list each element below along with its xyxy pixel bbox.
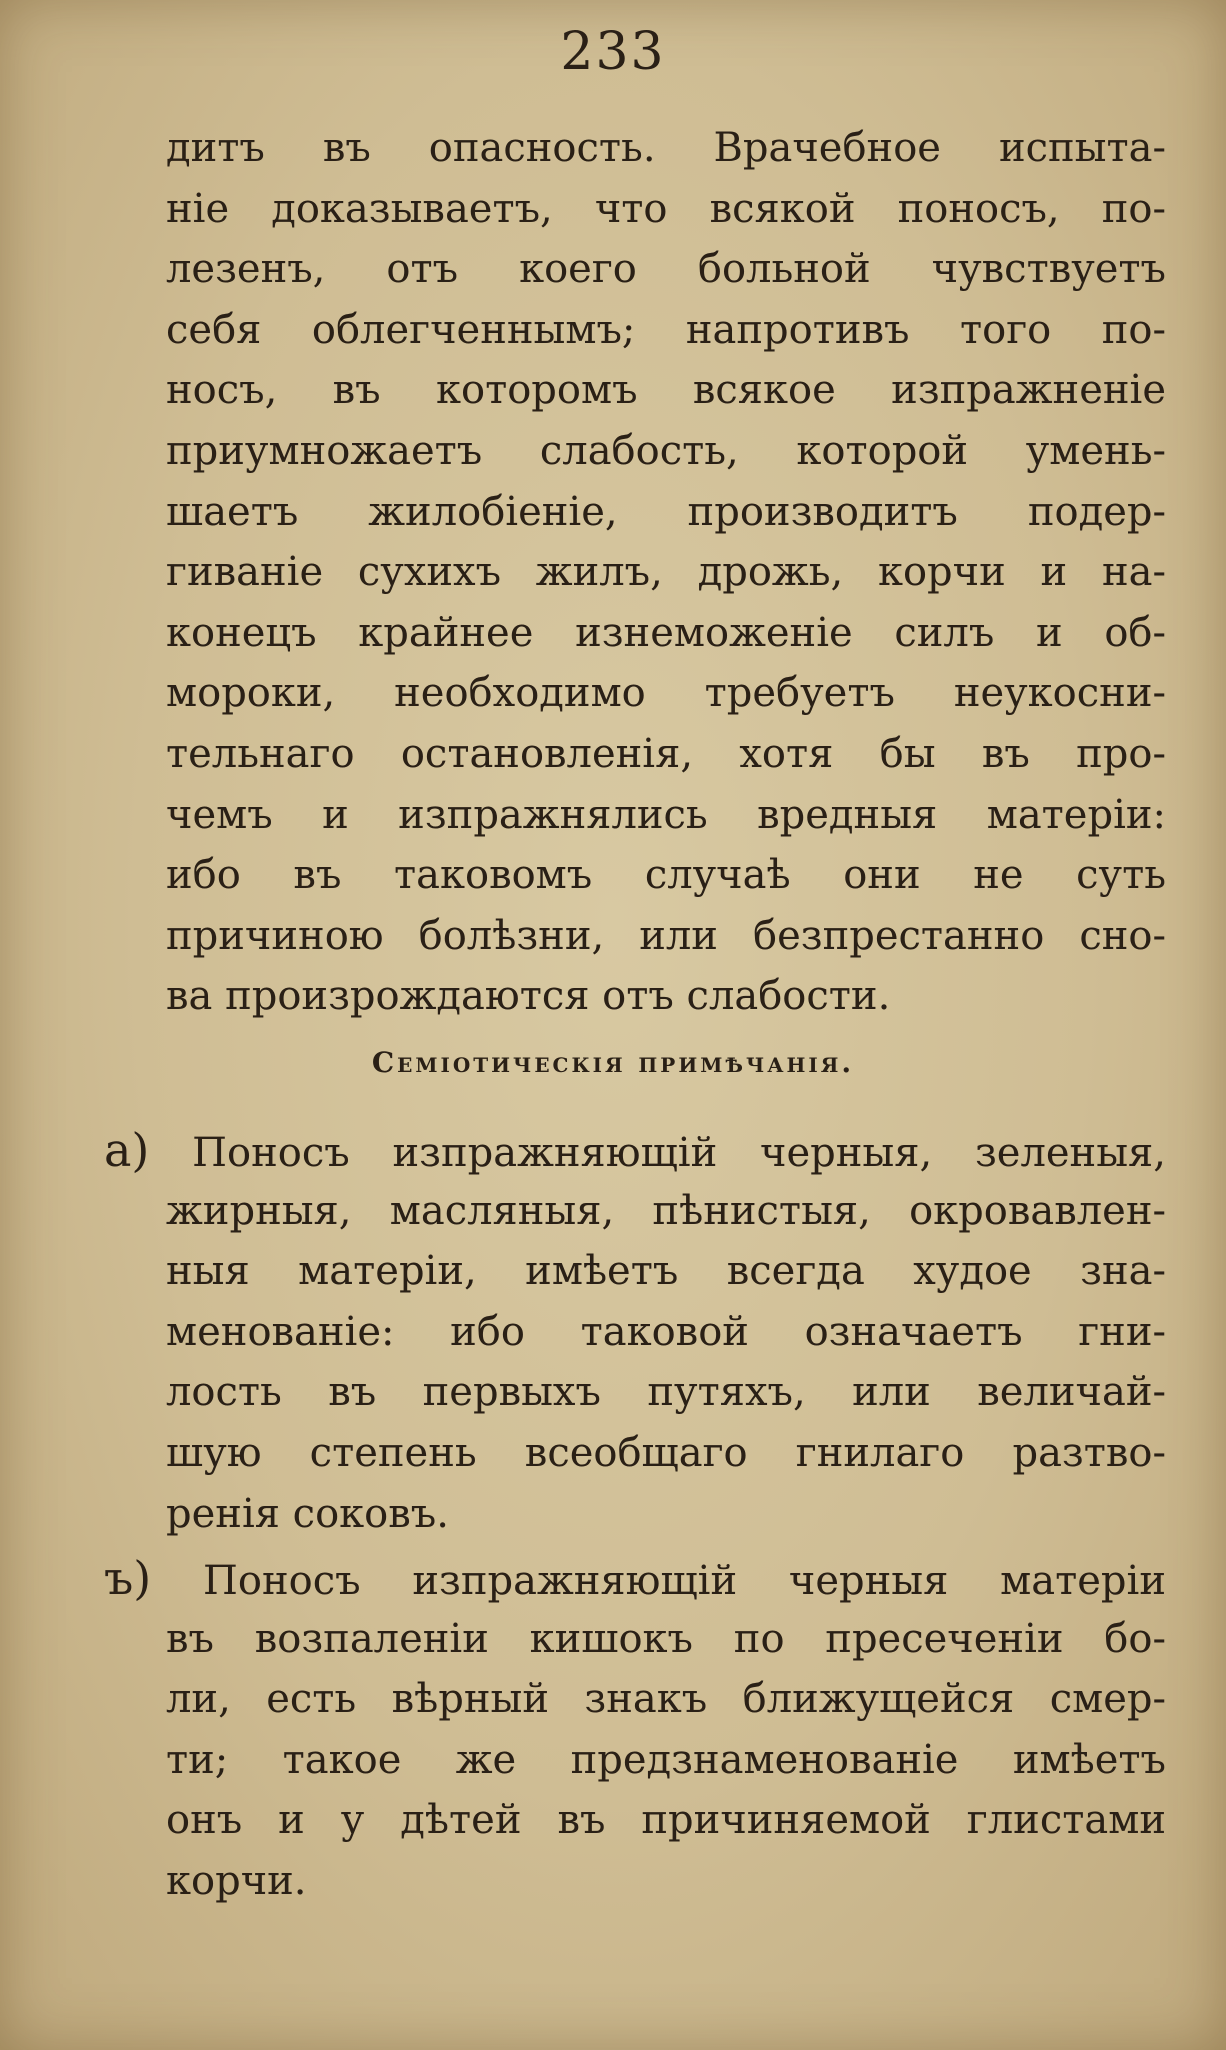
note-first-line (104, 1120, 1166, 1181)
note-first-line (104, 1548, 1166, 1609)
note-a (104, 1120, 1166, 1544)
text-line: шаетъ жилобіеніе, производитъ подер- (166, 488, 1166, 535)
text-line: мороки, необходимо требуетъ неукосни- (166, 670, 1166, 717)
text-line: лезенъ, отъ коего больной чувствуетъ (166, 246, 1166, 293)
text-line: ніе доказываетъ, что всякой поносъ, по- (166, 185, 1166, 232)
text-line: себя облегченнымъ; напротивъ того по- (166, 306, 1166, 353)
note-line: ти; такое же предзнаменованіе имѣетъ (166, 1736, 1166, 1783)
note-marker: а) (104, 1123, 150, 1177)
note-line: ли, есть вѣрный знакъ ближущейся смер- (166, 1676, 1166, 1723)
note-line: лость въ первыхъ путяхъ, или величай- (166, 1369, 1166, 1416)
text-line: дитъ въ опасность. Врачебное испыта- (166, 125, 1166, 171)
text-line: причиною болѣзни, или безпрестанно сно- (166, 912, 1166, 959)
text-line: гиваніе сухихъ жилъ, дрожь, корчи и на- (166, 549, 1166, 596)
note-line: жирныя, масляныя, пѣнистыя, окровавлен- (166, 1187, 1166, 1234)
text-line: чемъ и изпражнялись вредныя матеріи: (166, 791, 1166, 838)
section-heading: Семіотическія примѣчанія. (371, 1046, 855, 1079)
note-line: менованіе: ибо таковой означаетъ гни- (166, 1308, 1166, 1355)
note-line: ренія соковъ. (166, 1490, 449, 1537)
note-b (104, 1548, 1166, 1912)
note-line: ныя матеріи, имѣетъ всегда худое зна- (166, 1248, 1166, 1295)
page-number: 233 (560, 22, 666, 82)
note-line: въ возпаленіи кишокъ по пресеченіи бо- (166, 1615, 1166, 1662)
text-line: ва произрождаются отъ слабости. (166, 973, 891, 1020)
main-paragraph (166, 118, 1166, 1027)
text-line: приумножаетъ слабость, которой умень- (166, 427, 1166, 474)
text-line: носъ, въ которомъ всякое изпражненіе (166, 367, 1166, 414)
note-line: онъ и у дѣтей въ причиняемой глистами (166, 1797, 1166, 1844)
note-line-text: Поносъ изпражняющій черныя, зеленыя, (192, 1130, 1166, 1176)
text-line: тельнаго остановленія, хотя бы въ про- (166, 730, 1166, 777)
note-line: шую степень всеобщаго гнилаго разтво- (166, 1429, 1166, 1476)
note-line: корчи. (166, 1857, 307, 1904)
text-line: ибо въ таковомъ случаѣ они не суть (166, 852, 1166, 899)
note-marker: ъ) (104, 1551, 152, 1605)
note-line-text: Поносъ изпражняющій черныя матеріи (203, 1558, 1166, 1604)
text-line: конецъ крайнее изнеможеніе силъ и об- (166, 609, 1166, 656)
